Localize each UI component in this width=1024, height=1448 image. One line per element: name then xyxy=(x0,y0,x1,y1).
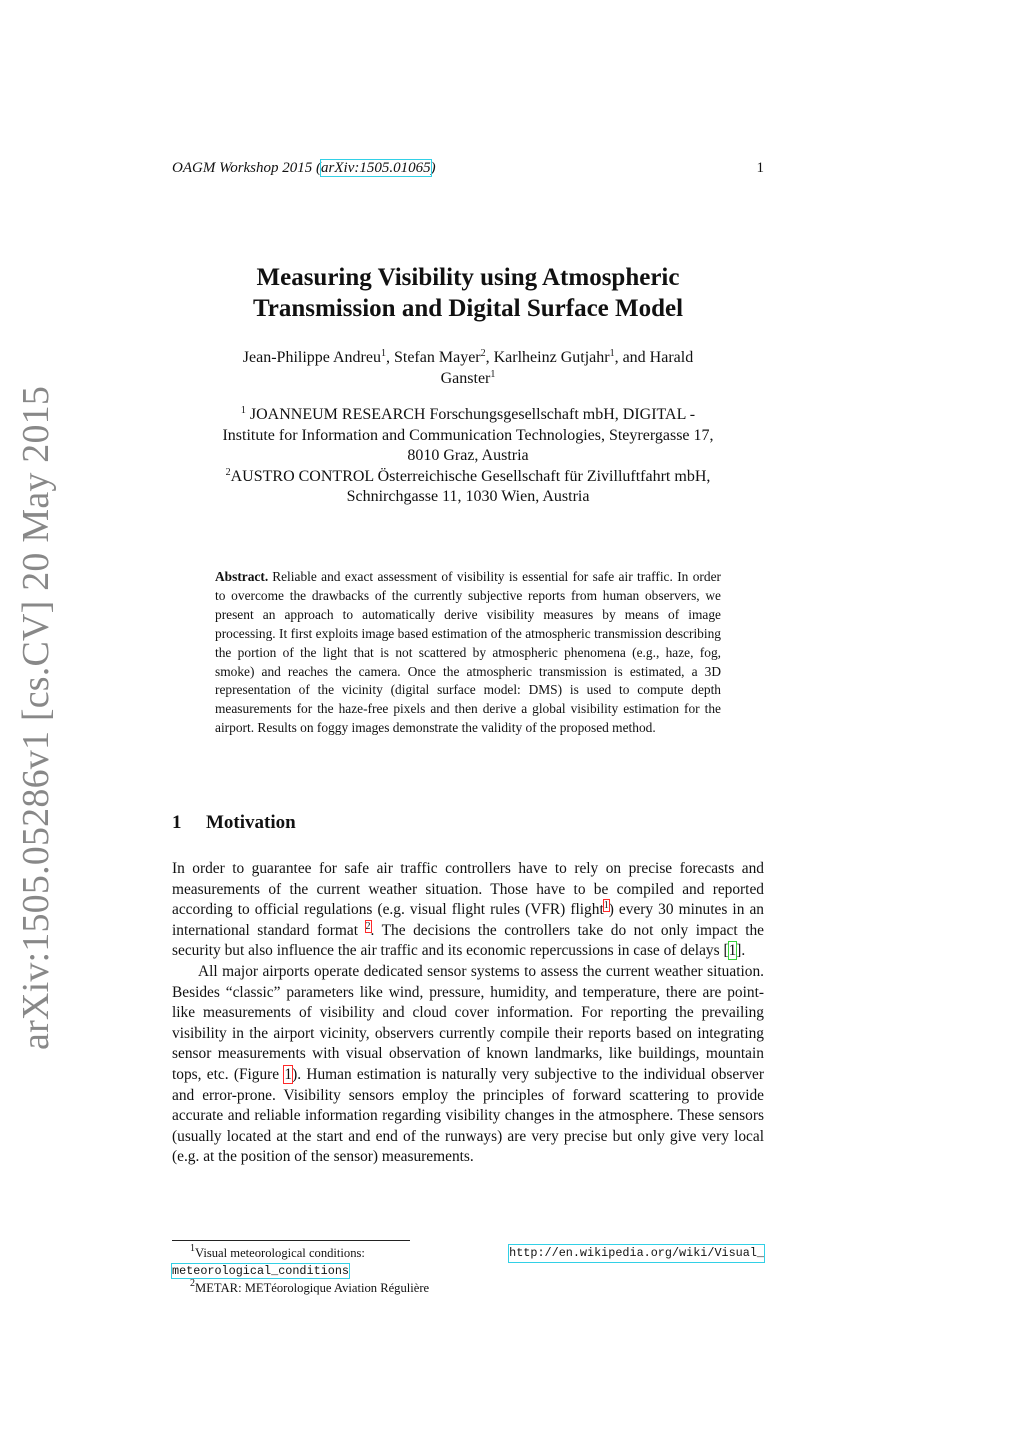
paragraph-1 xyxy=(172,859,764,962)
footnote-1-label-wrap xyxy=(190,1245,365,1262)
affiliation-1-line-3: 8010 Graz, Austria xyxy=(407,447,529,464)
running-head-prefix: OAGM Workshop 2015 ( xyxy=(172,160,322,176)
arxiv-side-stamp: arXiv:1505.05286v1 [cs.CV] 20 May 2015 xyxy=(15,385,57,1050)
footnote-2-text: METAR: METéorologique Aviation Régulière xyxy=(195,1281,430,1295)
author-separator: , xyxy=(385,349,394,366)
author-name: Ganster xyxy=(440,370,491,387)
paragraph-text: In order to guarantee for safe air traffic controllers have to rely on precise forecasts and measurements of the current weather situation. Those have to be compiled and reported according to official regulations (e.g. visual flight rules (VFR) flight xyxy=(172,860,764,919)
affiliation-1-line-2: Institute for Information and Communication Technologies, Steyrergasse 17, xyxy=(222,426,714,444)
author-affiliation-mark: 1 xyxy=(609,348,615,359)
footnote-1-url[interactable]: http://en.wikipedia.org/wiki/Visual_ xyxy=(509,1246,764,1260)
paragraph-2 xyxy=(172,962,764,1168)
page-number: 1 xyxy=(756,160,764,176)
paragraph-text: ) every 30 minutes in an international standard format xyxy=(172,901,764,939)
footnote-1-label: Visual meteorological conditions: xyxy=(195,1246,365,1260)
footnote-2-mark: 2 xyxy=(190,1278,195,1289)
footnote-1-continuation xyxy=(172,1262,764,1280)
footnote-2 xyxy=(172,1280,764,1297)
arxiv-reference-link[interactable]: arXiv:1505.01065 xyxy=(321,160,431,176)
section-heading xyxy=(172,811,764,835)
paragraph-text: All major airports operate dedicated sensor systems to assess the current weather situation. Besides “classic” parameters like wind, pressure, humidity, and temperature, there are point-like measurements of visibility and cloud cover information. For reporting the prevailing visibility in the airport vicinity, observers currently compile their reports based on integrating sensor measurements with visual observation of known landmarks, like buildings, mountain tops, etc. (Figure xyxy=(172,962,764,1083)
section-body xyxy=(172,859,764,1168)
figure-ref-link[interactable]: 1 xyxy=(284,1065,293,1083)
abstract-text: Reliable and exact assessment of visibility is essential for safe air traffic. In order to overcome the drawbacks of the currently subjective reports from human observers, we present an approach to automatically derive visibility measures by means of image processing. It first exploits image based estimation of the atmospheric transmission describing the portion of the light that is not scattered by atmospheric phenomena (e.g., haze, fog, smoke) and reaches the camera. Once the atmospheric transmission is estimated, a 3D representation of the vicinity (digital surface model: DMS) is used to compute depth measurements for the haze-free pixels and then derive a global visibility estimation for the airport. Results on foggy images demonstrate the validity of the proposed method. xyxy=(215,569,721,736)
author-list xyxy=(172,347,764,389)
running-header xyxy=(172,158,764,178)
title-line-2: Transmission and Digital Surface Model xyxy=(252,295,684,322)
author-affiliation-mark: 1 xyxy=(490,369,496,380)
author-separator: , xyxy=(485,349,494,366)
affiliation-1-line-1 xyxy=(172,405,764,426)
author-name: Karlheinz Gutjahr xyxy=(493,349,610,366)
citation-link[interactable]: 1 xyxy=(728,942,737,960)
footnotes xyxy=(172,1245,764,1297)
affiliations xyxy=(172,405,764,508)
author-affiliation-mark: 2 xyxy=(480,348,486,359)
affiliation-1-mark: 1 xyxy=(240,405,246,416)
title-line-1: Measuring Visibility using Atmospheric xyxy=(256,264,680,291)
footnote-ref-2[interactable]: 2 xyxy=(365,920,371,932)
footnote-1-mark: 1 xyxy=(190,1243,195,1254)
author-affiliation-mark: 1 xyxy=(380,348,386,359)
abstract xyxy=(215,568,721,738)
author-separator: , and Harald xyxy=(614,349,694,366)
footnote-1 xyxy=(172,1245,764,1262)
affiliation-1-text: JOANNEUM RESEARCH Forschungsgesellschaft mbH, DIGITAL - xyxy=(245,406,696,423)
footnote-rule xyxy=(172,1240,410,1241)
paragraph-text: ). Human estimation is naturally very subjective to the individual observer and error-prone. Visibility sensors employ the principles of forward scattering to provide accurate and reliable information regarding visibility changes in the atmosphere. These sensors (usually located at the start and end of the runways) are very precise but only give very local (e.g. at the position of the sensor) measurements. xyxy=(172,1065,764,1166)
section-number: 1 xyxy=(172,812,182,833)
affiliation-2-text: AUSTRO CONTROL Österreichische Gesellschaft für Zivilluftfahrt mbH, xyxy=(230,467,711,485)
paper-title xyxy=(172,262,764,324)
affiliation-2-line-1 xyxy=(172,467,764,488)
paragraph-text: . The decisions the controllers take do not only impact the security but also influence the air traffic and its economic repercussions in case of delays [ xyxy=(172,921,764,960)
author-name: Jean-Philippe Andreu xyxy=(242,349,381,366)
affiliation-2-line-2: Schnirchgasse 11, 1030 Wien, Austria xyxy=(346,488,590,505)
abstract-label: Abstract. xyxy=(215,569,269,584)
section-title: Motivation xyxy=(206,812,296,833)
paragraph-text: ]. xyxy=(736,942,746,960)
footnote-ref-1[interactable]: 1 xyxy=(603,900,609,912)
author-name: Stefan Mayer xyxy=(393,349,481,366)
affiliation-2-mark: 2 xyxy=(225,466,231,478)
footnote-1-url-continued[interactable]: meteorological_conditions xyxy=(172,1264,349,1278)
running-head-suffix: ) xyxy=(430,160,436,176)
